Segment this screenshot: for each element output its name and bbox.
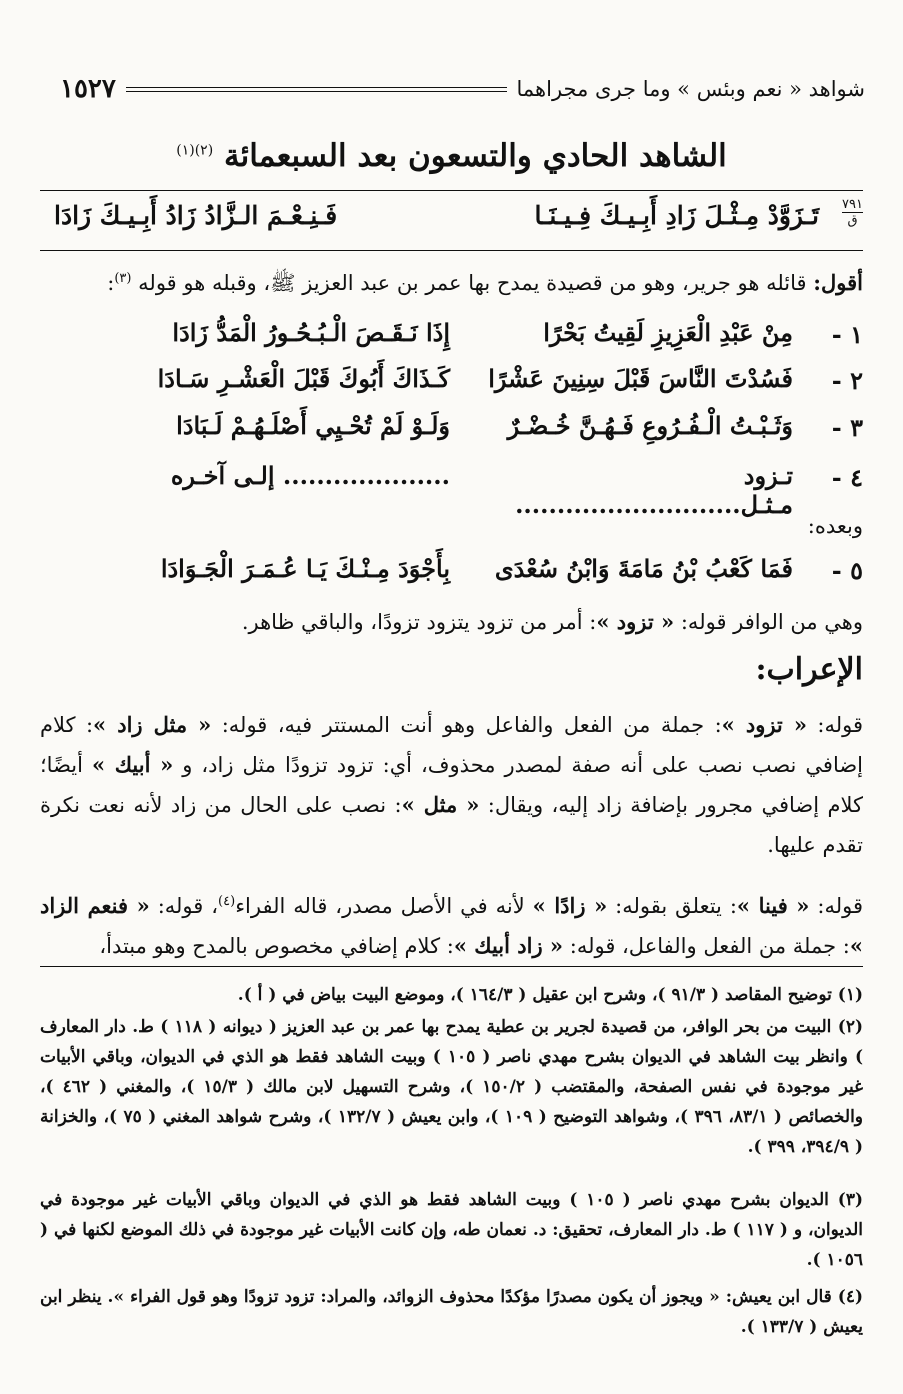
quoted-term: « مثل » (401, 792, 480, 817)
main-verse-hemistich-1: تَـزَوَّدْ مِـثْـلَ زَادِ أَبِـيـكَ فِـيـنَـا (534, 201, 819, 230)
footnote: (٢) البيت من بحر الوافر، من قصيدة لجرير بن عطية يمدح بها عمر بن عبد العزيز ( ديوانه ( ١١٨ ) ط. دار المعارف ) وانظر بيت الشاهد في الديوان بشرح مهدي ناصر ( ١٠٥ ) وبيت الشاهد فقط هو الذي في الديوان، وباقي الأبيات غير موجودة في نفس الصفحة، والمقتضب ( ١٥٠/٢ )، وشرح التسهيل لابن مالك ( ١٥/٣ )، والمغني ( ٤٦٢ )، والخصائص ( ٨٣/١، ٣٩٦ )، وشواهد التوضيح ( ١٠٩ )، وابن يعيش ( ١٣٢/٧ )، وشرح شواهد المغني ( ٧٥ )، والخزانة ( ٣٩٤/٩، ٣٩٩ ). (40, 1017, 864, 1157)
verse-row (40, 455, 863, 519)
verse-top-rule (40, 190, 863, 191)
verse-row-first-half: مِنْ عَبْدِ الْعَزِيزِ لَقِيتُ بَحْرًا (543, 318, 793, 347)
quoted-term: « زادًا » (532, 893, 608, 918)
verse-row-number: ١ - (831, 320, 863, 349)
running-header (60, 72, 865, 106)
verse-row-second-half: بِأَجْوَدَ مِـنْـكَ يَـا عُـمَـرَ الْجَـوَادَا (160, 554, 450, 583)
verse-tag: ق (842, 212, 863, 228)
running-title: شواهد « نعم وبئس » وما جرى مجراهما (516, 77, 865, 101)
verse-row-first-half: وَثَـبْـتُ الْـفُـرُوعِ فَـهُـنَّ خُـضْـرٌ (507, 411, 793, 440)
verse-row-number: ٤ - (831, 463, 863, 492)
quoted-term: « فينا » (736, 893, 810, 918)
text-segment: : كلام إضافي مخصوص بالمدح وهو مبتدأ، (99, 934, 454, 958)
verse-row (40, 405, 863, 455)
text-segment: : كلام إضافي نصب نصب على أنه صفة لمصدر محذوف، أي: تزود تزودًا مثل زاد، و (40, 713, 864, 777)
meter-paragraph (40, 605, 863, 639)
quoted-term: « مثل زاد » (93, 712, 212, 737)
footnote: (١) توضيح المقاصد ( ٩١/٣ )، وشرح ابن عقيل ( ١٦٤/٣ )، وموضع البيت بياض في ( أ ). (237, 985, 863, 1005)
verse-number (842, 197, 863, 228)
verse-row-first-half: تـزود مـثـل........................... (515, 461, 793, 519)
verse-number-value: ٧٩١ (842, 197, 863, 212)
irab-paragraph-2 (40, 882, 863, 966)
intro-label: أقول: (813, 270, 863, 295)
irab-heading: الإعراب: (755, 652, 863, 687)
quoted-term: « تزود » (721, 712, 807, 737)
irab-paragraph-1 (40, 705, 863, 865)
text-segment: قوله: (806, 713, 863, 737)
text-segment: : جملة من الفعل والفاعل وهو أنت المستتر فيه، قوله: (211, 713, 722, 737)
header-rule (126, 87, 507, 92)
verse-row-5 (40, 548, 863, 598)
verse-row-second-half: .................... إلـى آخـره (170, 461, 450, 490)
title-footnote-ref: (٢)(١) (176, 142, 214, 159)
verse-row-number: ٣ - (831, 413, 863, 442)
footnote-ref: (٤) (218, 894, 236, 909)
verse-row-number: ٢ - (831, 366, 863, 395)
page-number: ١٥٢٧ (60, 74, 116, 104)
meter-word: « تزود » (596, 609, 675, 634)
text-segment: : نصب على الحال من زاد لأنه نعت نكرة تقدم عليها. (40, 793, 863, 857)
verse-row-first-half: فَمَا كَعْبُ بْنُ مَامَةَ وَابْنُ سُعْدَى (494, 554, 793, 583)
text-segment: قوله: (809, 894, 863, 918)
main-verse-hemistich-2: فَـنِـعْـمَ الـزَّادُ زَادُ أَبِـيـكَ زَادَا (54, 201, 338, 230)
after-label: وبعده: (807, 514, 863, 538)
intro-paragraph (40, 262, 863, 300)
verse-row-second-half: كَـذَاكَ أَبُوكَ قَبْلَ الْعَشْـرِ سَـادَا (157, 364, 450, 393)
intro-text: قائله هو جرير، وهو من قصيدة يمدح بها عمر بن عبد العزيز ﷺ، وقبله هو قوله (138, 271, 807, 295)
quoted-term: « زاد أبيك » (453, 933, 564, 958)
text-segment: ، قوله: (149, 894, 219, 918)
verse-bottom-rule (40, 250, 863, 251)
witness-title (0, 138, 903, 174)
verse-row (40, 312, 863, 362)
meter-post: : أمر من تزود يتزود تزودًا، والباقي ظاهر. (241, 610, 597, 634)
verse-row (40, 358, 863, 408)
meter-pre: وهي من الوافر قوله: (680, 610, 863, 634)
verse-row-number: ٥ - (831, 556, 863, 585)
footnote: (٣) الديوان بشرح مهدي ناصر ( ١٠٥ ) وبيت الشاهد فقط هو الذي في الديوان وباقي الأبيات غير موجودة في الديوان، و ( ١١٧ ) ط. دار المعارف، تحقيق: د. نعمان طه، وإن كانت الأبيات غير موجودة في ذلك الموضع لكنها في ( ١٠٥٦ ). (40, 1190, 863, 1270)
text-segment: : يتعلق بقوله: (607, 894, 737, 918)
text-segment: أيضًا؛ كلام إضافي مجرور بإضافة زاد إليه، ويقال: (40, 753, 863, 817)
intro-colon: : (107, 271, 115, 295)
quoted-term: « فنعم الزاد » (40, 893, 863, 958)
verse-row-second-half: وَلَـوْ لَمْ تُحْـيِي أَصْلَـهُـمْ لَـبَادَا (176, 411, 450, 440)
footnote-rule (40, 966, 863, 967)
main-verse (40, 195, 863, 245)
verse-row-second-half: إِذَا نَـقَـصَ الْـبُـحُـورُ الْمَدُّ زَادَا (172, 318, 450, 347)
footnote: (٤) قال ابن يعيش: « ويجوز أن يكون مصدرًا مؤكدًا محذوف الزوائد، والمراد: تزود تزودًا وهو قول الفراء ». ينظر ابن يعيش ( ١٣٣/٧ ). (40, 1287, 863, 1337)
intro-footnote-ref: (٣) (114, 271, 132, 286)
quoted-term: « أبيك » (91, 752, 174, 777)
text-segment: : جملة من الفعل والفاعل، قوله: (563, 934, 850, 958)
verse-row-first-half: فَسُدْتَ النَّاسَ قَبْلَ سِنِينَ عَشْرًا (488, 364, 793, 393)
text-segment: لأنه في الأصل مصدر، قاله الفراء (235, 894, 533, 918)
witness-title-text: الشاهد الحادي والتسعون بعد السبعمائة (223, 138, 727, 174)
